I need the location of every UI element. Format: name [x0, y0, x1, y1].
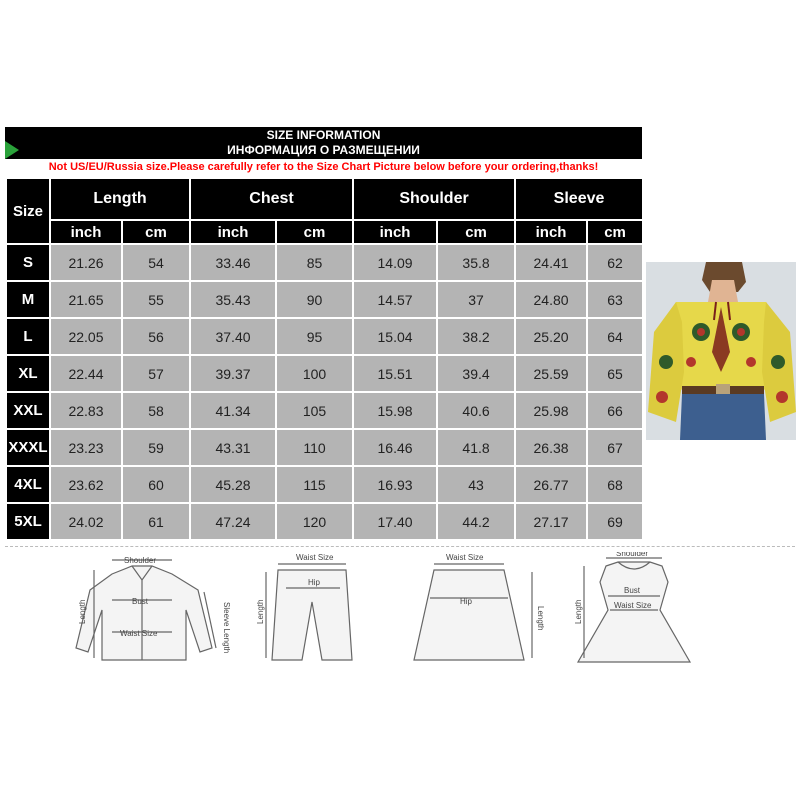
measurement-cell: 16.93 — [353, 466, 437, 503]
measurement-cell: 110 — [276, 429, 353, 466]
measurement-cell: 60 — [122, 466, 190, 503]
table-row — [6, 244, 643, 281]
measurement-cell: 61 — [122, 503, 190, 540]
size-label: M — [6, 281, 50, 318]
measurement-cell: 25.20 — [515, 318, 587, 355]
sleeve-header: Sleeve — [515, 178, 643, 220]
size-label: 4XL — [6, 466, 50, 503]
measurement-cell: 41.34 — [190, 392, 276, 429]
length-header: Length — [50, 178, 190, 220]
table-row — [6, 503, 643, 540]
measurement-cell: 68 — [587, 466, 643, 503]
measurement-cell: 38.2 — [437, 318, 515, 355]
shirt-diagram — [76, 560, 216, 660]
measurement-cell: 37.40 — [190, 318, 276, 355]
size-label: L — [6, 318, 50, 355]
skirt-diagram — [414, 564, 532, 660]
measurement-cell: 45.28 — [190, 466, 276, 503]
size-label: 5XL — [6, 503, 50, 540]
measurement-diagrams — [0, 552, 800, 682]
measurement-cell: 39.37 — [190, 355, 276, 392]
shirt-bust-label: Bust — [132, 597, 149, 606]
measurement-cell: 22.05 — [50, 318, 122, 355]
unit-header: inch — [353, 220, 437, 244]
dress-waist-label: Waist Size — [614, 601, 652, 610]
measurement-cell: 23.23 — [50, 429, 122, 466]
shirt-sleeve-label: Sleeve Length — [222, 602, 231, 654]
separator-line — [5, 546, 795, 547]
measurement-cell: 16.46 — [353, 429, 437, 466]
measurement-cell: 41.8 — [437, 429, 515, 466]
measurement-cell: 33.46 — [190, 244, 276, 281]
dress-shoulder-label: Shoulder — [616, 552, 649, 558]
shoulder-header: Shoulder — [353, 178, 515, 220]
measurement-cell: 90 — [276, 281, 353, 318]
measurement-diagrams-svg — [0, 552, 800, 682]
measurement-cell: 35.8 — [437, 244, 515, 281]
size-column-header: Size — [6, 178, 50, 244]
pants-hip-label: Hip — [308, 578, 321, 587]
measurement-cell: 27.17 — [515, 503, 587, 540]
shirt-waist-label: Waist Size — [120, 629, 158, 638]
measurement-cell: 23.62 — [50, 466, 122, 503]
measurement-cell: 15.51 — [353, 355, 437, 392]
measurement-cell: 69 — [587, 503, 643, 540]
measurement-cell: 62 — [587, 244, 643, 281]
measurement-cell: 56 — [122, 318, 190, 355]
measurement-cell: 85 — [276, 244, 353, 281]
measurement-cell: 24.02 — [50, 503, 122, 540]
table-row — [6, 355, 643, 392]
measurement-cell: 95 — [276, 318, 353, 355]
skirt-length-label: Length — [536, 606, 545, 631]
measurement-cell: 65 — [587, 355, 643, 392]
measurement-cell: 14.57 — [353, 281, 437, 318]
measurement-cell: 59 — [122, 429, 190, 466]
unit-header: inch — [190, 220, 276, 244]
unit-header: cm — [437, 220, 515, 244]
measurement-cell: 47.24 — [190, 503, 276, 540]
pants-waist-label: Waist Size — [296, 553, 334, 562]
size-notice: Not US/EU/Russia size.Please carefully refer to the Size Chart Picture below before your ordering,thanks! — [5, 159, 642, 175]
measurement-cell: 15.04 — [353, 318, 437, 355]
dress-bust-label: Bust — [624, 586, 641, 595]
unit-header: cm — [276, 220, 353, 244]
measurement-cell: 66 — [587, 392, 643, 429]
table-row — [6, 281, 643, 318]
table-row — [6, 466, 643, 503]
measurement-cell: 17.40 — [353, 503, 437, 540]
size-label: XXXL — [6, 429, 50, 466]
measurement-cell: 40.6 — [437, 392, 515, 429]
title-russian: ИНФОРМАЦИЯ О РАЗМЕЩЕНИИ — [227, 143, 420, 157]
dress-diagram — [578, 558, 690, 662]
unit-header: inch — [515, 220, 587, 244]
skirt-waist-label: Waist Size — [446, 553, 484, 562]
measurement-cell: 44.2 — [437, 503, 515, 540]
unit-header: inch — [50, 220, 122, 244]
measurement-cell: 26.77 — [515, 466, 587, 503]
size-chart-table — [5, 177, 644, 541]
table-row — [6, 429, 643, 466]
chest-header: Chest — [190, 178, 353, 220]
measurement-cell: 43 — [437, 466, 515, 503]
measurement-cell: 63 — [587, 281, 643, 318]
skirt-hip-label: Hip — [460, 597, 473, 606]
measurement-cell: 24.41 — [515, 244, 587, 281]
unit-header: cm — [122, 220, 190, 244]
measurement-cell: 21.65 — [50, 281, 122, 318]
measurement-cell: 35.43 — [190, 281, 276, 318]
measurement-cell: 22.83 — [50, 392, 122, 429]
measurement-cell: 15.98 — [353, 392, 437, 429]
measurement-cell: 43.31 — [190, 429, 276, 466]
measurement-cell: 105 — [276, 392, 353, 429]
shirt-length-label: Length — [78, 599, 87, 624]
measurement-cell: 115 — [276, 466, 353, 503]
unit-header: cm — [587, 220, 643, 244]
table-row — [6, 392, 643, 429]
measurement-cell: 14.09 — [353, 244, 437, 281]
model-photo — [646, 262, 796, 440]
measurement-cell: 100 — [276, 355, 353, 392]
measurement-cell: 57 — [122, 355, 190, 392]
measurement-cell: 39.4 — [437, 355, 515, 392]
measurement-cell: 55 — [122, 281, 190, 318]
dress-length-label: Length — [574, 599, 583, 624]
measurement-cell: 37 — [437, 281, 515, 318]
measurement-cell: 22.44 — [50, 355, 122, 392]
measurement-cell: 54 — [122, 244, 190, 281]
measurement-cell: 64 — [587, 318, 643, 355]
size-label: XXL — [6, 392, 50, 429]
pants-length-label: Length — [256, 599, 265, 624]
measurement-cell: 58 — [122, 392, 190, 429]
measurement-cell: 26.38 — [515, 429, 587, 466]
model-blouse-illustration — [646, 262, 796, 440]
size-label: XL — [6, 355, 50, 392]
measurement-cell: 24.80 — [515, 281, 587, 318]
size-information-header — [5, 127, 642, 159]
table-row — [6, 318, 643, 355]
measurement-cell: 21.26 — [50, 244, 122, 281]
size-label: S — [6, 244, 50, 281]
title-english: SIZE INFORMATION — [266, 128, 381, 142]
measurement-cell: 120 — [276, 503, 353, 540]
green-arrow-icon — [5, 141, 19, 159]
measurement-cell: 25.98 — [515, 392, 587, 429]
measurement-cell: 25.59 — [515, 355, 587, 392]
measurement-cell: 67 — [587, 429, 643, 466]
shirt-shoulder-label: Shoulder — [124, 556, 157, 565]
